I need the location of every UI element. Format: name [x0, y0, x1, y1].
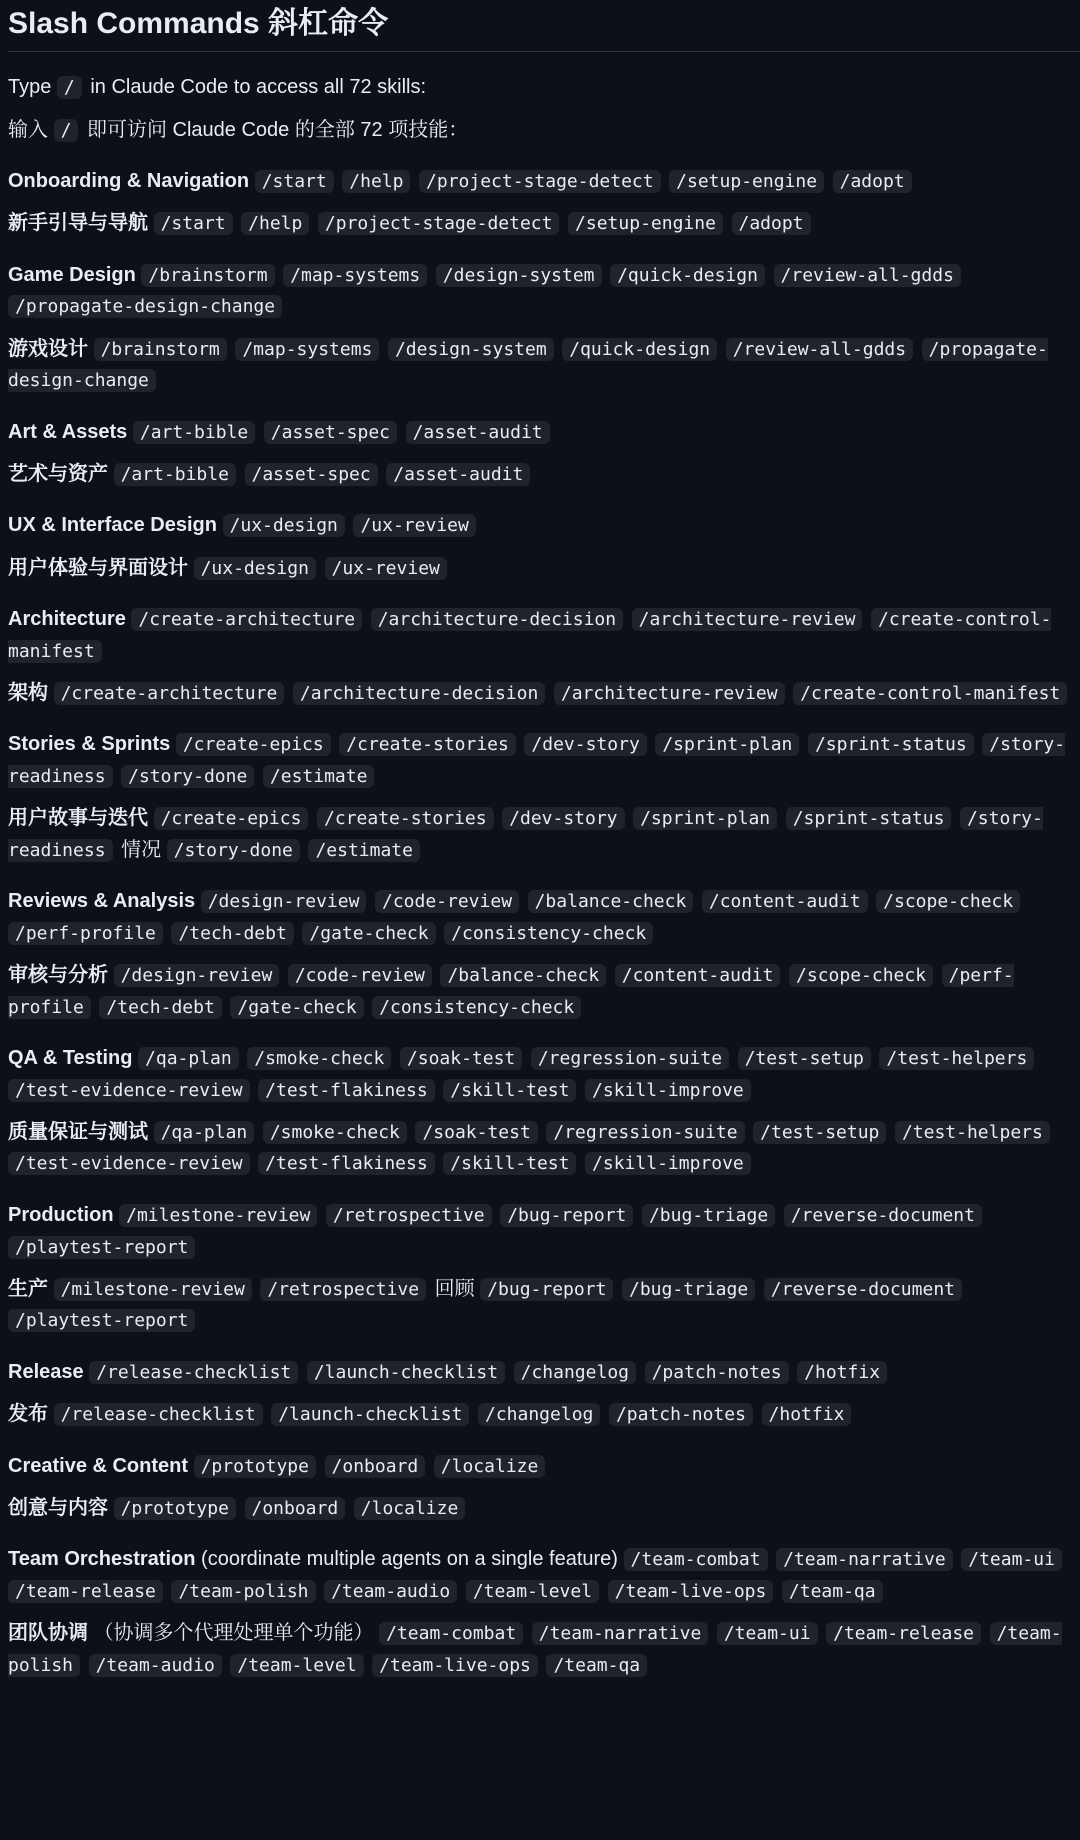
- inline-translation: 情况: [121, 838, 162, 861]
- slash-command-code: /create-stories: [339, 733, 516, 756]
- slash-command-code: /patch-notes: [609, 1403, 753, 1426]
- slash-command-code: /team-release: [826, 1622, 981, 1645]
- slash-command-code: /sprint-plan: [655, 733, 799, 756]
- slash-command-code: /project-stage-detect: [318, 212, 560, 235]
- slash-command-code: /soak-test: [400, 1047, 522, 1070]
- slash-command-code: /design-review: [201, 890, 367, 913]
- slash-command-code: /ux-design: [223, 514, 345, 537]
- slash-command-code: /tech-debt: [171, 922, 293, 945]
- slash-command-code: /team-qa: [782, 1580, 883, 1603]
- slash-command-code: /bug-report: [480, 1278, 613, 1301]
- slash-command-code: /team-audio: [89, 1654, 222, 1677]
- slash-command-code: /dev-story: [524, 733, 646, 756]
- command-line-english: [8, 1043, 1080, 1106]
- category-label-chinese: 用户故事与迭代: [8, 807, 148, 830]
- command-line-chinese: [8, 1493, 1080, 1525]
- category-label-english: Stories & Sprints: [8, 733, 171, 756]
- slash-command-code: /brainstorm: [94, 338, 227, 361]
- slash-command-code: /team-combat: [624, 1548, 768, 1571]
- slash-command-code: /team-qa: [546, 1654, 647, 1677]
- command-group: [8, 1200, 1080, 1337]
- slash-command-code: /changelog: [478, 1403, 600, 1426]
- command-group: [8, 1357, 1080, 1431]
- slash-command-code: /perf-profile: [8, 964, 1014, 1018]
- slash-command-code: /architecture-decision: [371, 608, 623, 631]
- slash-command-code: /sprint-status: [786, 807, 952, 830]
- slash-command-code: /changelog: [514, 1361, 636, 1384]
- category-label-english: Creative & Content: [8, 1454, 189, 1477]
- slash-command-code: /story-readiness: [8, 734, 1066, 787]
- slash-command-code: /soak-test: [415, 1121, 537, 1144]
- slash-command-code: /qa-plan: [138, 1047, 239, 1070]
- slash-command-code: /project-stage-detect: [419, 170, 661, 193]
- slash-command-code: /consistency-check: [444, 922, 653, 945]
- slash-command-code: /estimate: [308, 839, 420, 862]
- slash-command-code: /smoke-check: [247, 1047, 391, 1070]
- slash-command-code: /design-system: [436, 264, 602, 287]
- command-group: [8, 1544, 1080, 1681]
- category-label-chinese: 新手引导与导航: [8, 212, 148, 235]
- command-group: [8, 729, 1080, 866]
- slash-command-code: /test-helpers: [895, 1121, 1050, 1144]
- slash-command-code: /team-audio: [324, 1580, 457, 1603]
- slash-command-code: /smoke-check: [263, 1121, 407, 1144]
- command-group: [8, 1043, 1080, 1180]
- slash-command-code: /code-review: [375, 890, 519, 913]
- slash-command-code: /tech-debt: [99, 996, 221, 1019]
- slash-command-code: /team-narrative: [532, 1622, 709, 1645]
- slash-command-code: /dev-story: [502, 807, 624, 830]
- slash-command-code: /reverse-document: [764, 1278, 962, 1301]
- command-line-english: [8, 417, 1080, 449]
- slash-command-code: /create-architecture: [54, 682, 285, 705]
- slash-command-code: /estimate: [263, 765, 375, 788]
- slash-command-code: /design-review: [114, 964, 280, 987]
- slash-command-code: /regression-suite: [546, 1121, 744, 1144]
- category-label-english: Release: [8, 1360, 84, 1383]
- slash-command-code: /test-evidence-review: [8, 1079, 250, 1102]
- slash-command-code: /art-bible: [133, 421, 255, 444]
- slash-command-code: /hotfix: [797, 1361, 887, 1384]
- slash-command-code: /retrospective: [260, 1278, 426, 1301]
- intro-chinese-before: 输入: [8, 118, 48, 141]
- slash-command-code: /balance-check: [440, 964, 606, 987]
- slash-command-code: /test-setup: [753, 1121, 886, 1144]
- slash-command-code: /test-evidence-review: [8, 1152, 250, 1175]
- command-line-english: [8, 1200, 1080, 1263]
- slash-command-code: /quick-design: [610, 264, 765, 287]
- slash-command-code: /test-setup: [738, 1047, 871, 1070]
- category-label-english: Art & Assets: [8, 420, 128, 443]
- command-group: [8, 510, 1080, 584]
- intro-english-slash-code: /: [57, 76, 82, 99]
- command-line-chinese: [8, 678, 1080, 710]
- command-line-chinese: [8, 208, 1080, 240]
- slash-command-code: /bug-report: [500, 1204, 633, 1227]
- slash-command-code: /help: [241, 212, 309, 235]
- slash-command-code: /asset-audit: [386, 463, 530, 486]
- category-label-chinese: 创意与内容: [8, 1496, 108, 1519]
- slash-command-code: /architecture-review: [632, 608, 863, 631]
- slash-command-code: /help: [342, 170, 410, 193]
- slash-command-code: /create-stories: [317, 807, 494, 830]
- slash-command-code: /prototype: [114, 1497, 236, 1520]
- slash-command-code: /skill-improve: [585, 1079, 751, 1102]
- category-label-english: QA & Testing: [8, 1047, 133, 1070]
- slash-command-code: /design-system: [388, 338, 554, 361]
- slash-command-code: /scope-check: [876, 890, 1020, 913]
- slash-command-code: /start: [154, 212, 233, 235]
- slash-command-code: /localize: [354, 1497, 466, 1520]
- category-label-english: Onboarding & Navigation: [8, 170, 250, 193]
- intro-chinese-after: 即可访问 Claude Code 的全部 72 项技能：: [86, 118, 469, 141]
- slash-command-code: /review-all-gdds: [774, 264, 961, 287]
- command-line-chinese: [8, 1618, 1080, 1681]
- category-label-english: Reviews & Analysis: [8, 890, 196, 913]
- slash-command-code: /asset-spec: [264, 421, 397, 444]
- slash-command-code: /code-review: [288, 964, 432, 987]
- slash-command-code: /qa-plan: [154, 1121, 255, 1144]
- command-group: [8, 260, 1080, 397]
- slash-command-code: /story-done: [121, 765, 254, 788]
- slash-command-code: /milestone-review: [54, 1278, 252, 1301]
- command-line-english: [8, 1544, 1080, 1607]
- category-label-chinese: 团队协调: [8, 1621, 88, 1644]
- bottom-spacer: [8, 1681, 1080, 1691]
- slash-command-code: /skill-test: [443, 1079, 576, 1102]
- slash-command-code: /adopt: [732, 212, 811, 235]
- slash-command-code: /team-narrative: [776, 1548, 953, 1571]
- slash-command-code: /map-systems: [235, 338, 379, 361]
- slash-command-code: /create-control-manifest: [793, 682, 1067, 705]
- slash-command-code: /gate-check: [230, 996, 363, 1019]
- slash-command-code: /sprint-status: [808, 733, 974, 756]
- category-label-chinese: 质量保证与测试: [8, 1120, 148, 1143]
- slash-command-code: /setup-engine: [669, 170, 824, 193]
- title-wrap: [8, 0, 1080, 52]
- slash-command-code: /review-all-gdds: [726, 338, 913, 361]
- slash-command-code: /team-polish: [171, 1580, 315, 1603]
- slash-command-code: /map-systems: [283, 264, 427, 287]
- slash-command-code: /create-epics: [154, 807, 309, 830]
- slash-command-code: /consistency-check: [372, 996, 581, 1019]
- command-line-chinese: [8, 553, 1080, 585]
- slash-command-code: /story-done: [167, 839, 300, 862]
- command-group: [8, 886, 1080, 1023]
- command-line-chinese: [8, 1399, 1080, 1431]
- slash-command-code: /quick-design: [562, 338, 717, 361]
- slash-command-code: /hotfix: [762, 1403, 852, 1426]
- slash-command-code: /release-checklist: [54, 1403, 263, 1426]
- slash-command-code: /team-level: [466, 1580, 599, 1603]
- slash-command-code: /scope-check: [789, 964, 933, 987]
- intro-chinese: [8, 115, 1080, 147]
- command-line-chinese: [8, 803, 1080, 866]
- slash-command-code: /gate-check: [302, 922, 435, 945]
- category-label-english: Game Design: [8, 263, 136, 286]
- category-label-chinese: 架构: [8, 681, 48, 704]
- slash-command-code: /playtest-report: [8, 1236, 195, 1259]
- command-group: [8, 604, 1080, 709]
- category-label-chinese: 生产: [8, 1277, 48, 1300]
- command-line-english: [8, 1357, 1080, 1389]
- slash-command-code: /art-bible: [114, 463, 236, 486]
- slash-command-code: /team-live-ops: [608, 1580, 774, 1603]
- category-label-english: Production: [8, 1204, 114, 1227]
- command-group: [8, 166, 1080, 240]
- slash-command-code: /propagate-design-change: [8, 295, 282, 318]
- slash-command-code: /sprint-plan: [633, 807, 777, 830]
- inline-translation: 回顾: [434, 1277, 475, 1300]
- slash-command-code: /architecture-decision: [293, 682, 545, 705]
- intro-english-after: in Claude Code to access all 72 skills:: [90, 76, 427, 98]
- slash-command-code: /onboard: [325, 1455, 426, 1478]
- slash-command-code: /adopt: [833, 170, 912, 193]
- slash-command-code: /retrospective: [326, 1204, 492, 1227]
- slash-command-code: /ux-review: [353, 514, 475, 537]
- slash-command-code: /reverse-document: [784, 1204, 982, 1227]
- slash-command-code: /start: [255, 170, 334, 193]
- command-line-english: [8, 1451, 1080, 1483]
- command-line-chinese: [8, 459, 1080, 491]
- slash-command-code: /onboard: [245, 1497, 346, 1520]
- category-label-chinese: 用户体验与界面设计: [8, 556, 188, 579]
- slash-command-code: /setup-engine: [568, 212, 723, 235]
- command-line-english: [8, 729, 1080, 792]
- slash-command-code: /ux-review: [325, 557, 447, 580]
- category-label-english: Architecture: [8, 608, 126, 631]
- command-line-english: [8, 604, 1080, 667]
- slash-command-code: /bug-triage: [622, 1278, 755, 1301]
- category-label-chinese: 审核与分析: [8, 963, 108, 986]
- command-line-chinese: [8, 334, 1080, 397]
- category-label-english: UX & Interface Design: [8, 514, 217, 537]
- slash-command-code: /localize: [434, 1455, 546, 1478]
- command-line-english: [8, 886, 1080, 949]
- slash-command-code: /team-level: [230, 1654, 363, 1677]
- slash-command-code: /create-epics: [176, 733, 331, 756]
- command-group: [8, 417, 1080, 491]
- command-line-chinese: [8, 960, 1080, 1023]
- slash-command-code: /create-architecture: [131, 608, 362, 631]
- slash-command-code: /brainstorm: [141, 264, 274, 287]
- category-label-english: Team Orchestration: [8, 1548, 196, 1571]
- command-line-english: [8, 166, 1080, 198]
- slash-command-code: /content-audit: [615, 964, 781, 987]
- slash-command-code: /architecture-review: [554, 682, 785, 705]
- sections: [8, 166, 1080, 1681]
- slash-command-code: /release-checklist: [89, 1361, 298, 1384]
- page-title: Slash Commands 斜杠命令: [8, 7, 389, 40]
- command-group: [8, 1451, 1080, 1525]
- slash-command-code: /create-control-manifest: [8, 609, 1052, 662]
- slash-command-code: /content-audit: [702, 890, 868, 913]
- slash-command-code: /team-ui: [961, 1548, 1062, 1571]
- category-label-chinese: 发布: [8, 1403, 48, 1425]
- slash-command-code: /test-flakiness: [258, 1079, 435, 1102]
- slash-command-code: /team-live-ops: [372, 1654, 538, 1677]
- slash-command-code: /team-combat: [379, 1622, 523, 1645]
- slash-command-code: /regression-suite: [531, 1047, 729, 1070]
- slash-command-code: /asset-spec: [245, 463, 378, 486]
- slash-command-code: /milestone-review: [119, 1204, 317, 1227]
- slash-command-code: /playtest-report: [8, 1309, 195, 1332]
- slash-command-code: /story-readiness: [8, 808, 1043, 861]
- slash-command-code: /test-flakiness: [258, 1152, 435, 1175]
- intro-english-before: Type: [8, 76, 52, 98]
- command-line-english: [8, 510, 1080, 542]
- intro-english: [8, 72, 1080, 104]
- slash-command-code: /launch-checklist: [271, 1403, 469, 1426]
- slash-command-code: /perf-profile: [8, 922, 163, 945]
- slash-command-code: /launch-checklist: [307, 1361, 505, 1384]
- slash-command-code: /test-helpers: [879, 1047, 1034, 1070]
- command-line-chinese: [8, 1117, 1080, 1180]
- command-line-chinese: [8, 1274, 1080, 1337]
- slash-command-code: /patch-notes: [645, 1361, 789, 1384]
- slash-command-code: /bug-triage: [642, 1204, 775, 1227]
- command-line-english: [8, 260, 1080, 323]
- category-label-chinese: 艺术与资产: [8, 462, 108, 485]
- intro-chinese-slash-code: /: [54, 119, 79, 142]
- category-note: （协调多个代理处理单个功能）: [93, 1621, 374, 1644]
- slash-command-code: /team-polish: [8, 1622, 1062, 1676]
- slash-command-code: /propagate-design-change: [8, 338, 1048, 392]
- slash-command-code: /team-release: [8, 1580, 163, 1603]
- category-label-chinese: 游戏设计: [8, 337, 88, 360]
- slash-command-code: /skill-improve: [585, 1152, 751, 1175]
- slash-command-code: /balance-check: [528, 890, 694, 913]
- slash-command-code: /skill-test: [443, 1152, 576, 1175]
- slash-command-code: /team-ui: [717, 1622, 818, 1645]
- category-note: (coordinate multiple agents on a single feature): [201, 1548, 618, 1571]
- slash-command-code: /asset-audit: [406, 421, 550, 444]
- slash-command-code: /prototype: [194, 1455, 316, 1478]
- slash-command-code: /ux-design: [194, 557, 316, 580]
